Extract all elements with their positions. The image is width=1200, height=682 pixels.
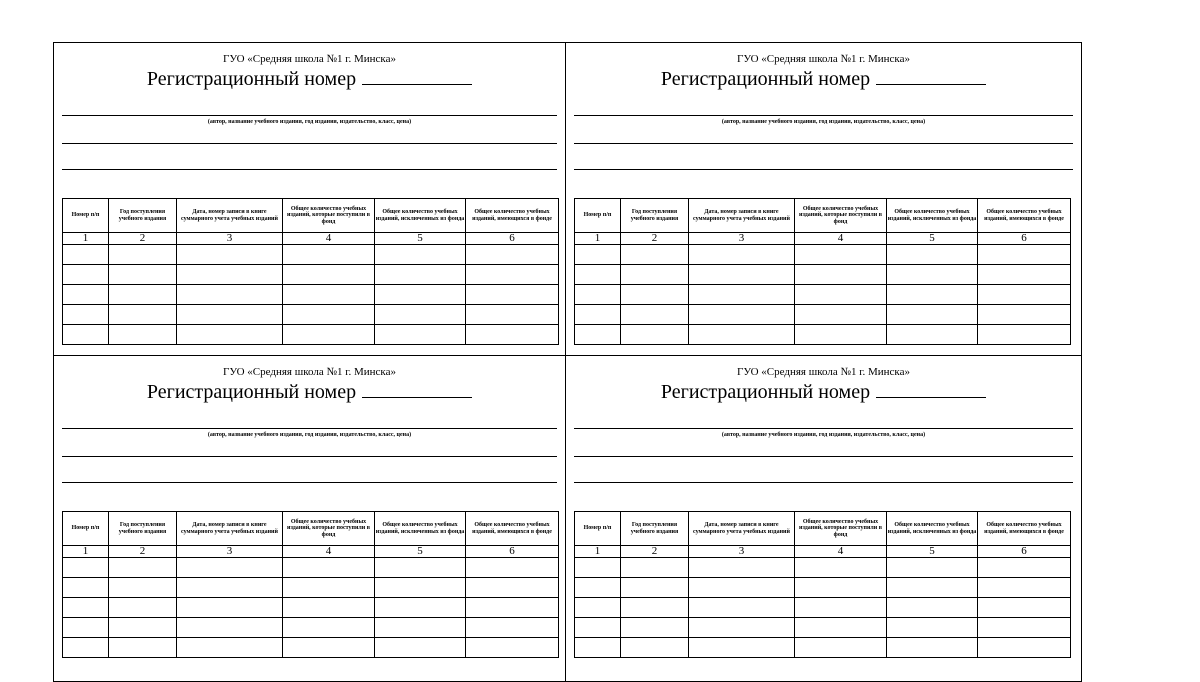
registration-card — [566, 43, 1081, 356]
registration-number-title: Регистрационный номер — [660, 381, 871, 403]
empty-cell — [978, 558, 1071, 578]
registration-card — [54, 43, 566, 356]
column-header: Общее количество учебных изданий, исключенных из фонда — [375, 512, 466, 546]
empty-cell — [283, 578, 375, 598]
empty-cell — [109, 265, 177, 285]
column-header: Год поступления учебного издания — [109, 199, 177, 233]
empty-cell — [621, 245, 689, 265]
school-name: ГУО «Средняя школа №1 г. Минска» — [223, 366, 396, 378]
empty-cell — [466, 265, 559, 285]
empty-cell — [283, 305, 375, 325]
empty-cell — [283, 245, 375, 265]
column-header: Общее количество учебных изданий, исключенных из фонда — [887, 512, 978, 546]
table-row — [63, 305, 559, 325]
empty-cell — [466, 578, 559, 598]
empty-cell — [795, 285, 887, 305]
empty-cell — [795, 245, 887, 265]
registration-number-title: Регистрационный номер — [146, 381, 357, 403]
school-name: ГУО «Средняя школа №1 г. Минска» — [737, 53, 910, 65]
registration-table — [574, 511, 1071, 658]
book-info-line — [62, 115, 557, 116]
book-info-line — [62, 482, 557, 483]
column-number: 3 — [689, 546, 795, 558]
registration-card — [54, 356, 566, 681]
column-number-row — [63, 233, 559, 245]
registration-number-blank — [876, 65, 986, 85]
column-header: Общее количество учебных изданий, исключенных из фонда — [887, 199, 978, 233]
table-row — [63, 325, 559, 345]
column-number: 5 — [375, 546, 466, 558]
empty-cell — [887, 265, 978, 285]
column-header: Год поступления учебного издания — [621, 199, 689, 233]
empty-cell — [887, 578, 978, 598]
empty-cell — [978, 598, 1071, 618]
book-info-line — [574, 456, 1073, 457]
registration-card — [566, 356, 1081, 681]
empty-cell — [689, 305, 795, 325]
column-header: Дата, номер записи в книге суммарного учета учебных изданий — [689, 512, 795, 546]
empty-cell — [887, 245, 978, 265]
empty-cell — [689, 638, 795, 658]
column-number: 6 — [978, 546, 1071, 558]
registration-number-line — [566, 378, 1081, 404]
registration-number-title: Регистрационный номер — [146, 68, 357, 90]
empty-cell — [466, 305, 559, 325]
table-row — [63, 638, 559, 658]
book-info-line — [574, 482, 1073, 483]
empty-cell — [109, 245, 177, 265]
empty-cell — [375, 245, 466, 265]
empty-cell — [109, 578, 177, 598]
column-header: Общее количество учебных изданий, которые поступили в фонд — [795, 199, 887, 233]
column-header: Год поступления учебного издания — [109, 512, 177, 546]
empty-cell — [621, 598, 689, 618]
empty-cell — [575, 598, 621, 618]
registration-table — [574, 198, 1071, 345]
book-info-caption: (автор, название учебного издания, год издания, издательство, класс, цена) — [207, 432, 412, 438]
empty-cell — [466, 598, 559, 618]
table-row — [63, 265, 559, 285]
column-header: Номер п/п — [63, 512, 109, 546]
empty-cell — [375, 598, 466, 618]
column-number: 3 — [177, 233, 283, 245]
table-row — [63, 598, 559, 618]
empty-cell — [177, 265, 283, 285]
empty-cell — [109, 325, 177, 345]
empty-cell — [689, 285, 795, 305]
column-header: Общее количество учебных изданий, которые поступили в фонд — [283, 199, 375, 233]
column-number: 2 — [621, 233, 689, 245]
empty-cell — [621, 265, 689, 285]
empty-cell — [575, 638, 621, 658]
empty-cell — [283, 285, 375, 305]
empty-cell — [177, 598, 283, 618]
table-header-row — [63, 199, 559, 233]
empty-cell — [466, 285, 559, 305]
empty-cell — [689, 265, 795, 285]
empty-cell — [63, 305, 109, 325]
table-row — [63, 578, 559, 598]
empty-cell — [63, 598, 109, 618]
empty-cell — [375, 618, 466, 638]
table-row — [575, 245, 1071, 265]
empty-cell — [109, 285, 177, 305]
empty-cell — [978, 265, 1071, 285]
empty-cell — [575, 618, 621, 638]
empty-cell — [575, 245, 621, 265]
column-header: Общее количество учебных изданий, имеющихся в фонде — [978, 199, 1071, 233]
empty-cell — [621, 305, 689, 325]
empty-cell — [109, 598, 177, 618]
empty-cell — [575, 265, 621, 285]
column-number: 4 — [795, 546, 887, 558]
column-number-row — [63, 546, 559, 558]
column-number: 5 — [887, 233, 978, 245]
empty-cell — [689, 558, 795, 578]
empty-cell — [978, 325, 1071, 345]
empty-cell — [177, 305, 283, 325]
empty-cell — [887, 305, 978, 325]
registration-table — [62, 198, 559, 345]
table-row — [63, 245, 559, 265]
column-header: Дата, номер записи в книге суммарного учета учебных изданий — [177, 199, 283, 233]
empty-cell — [621, 285, 689, 305]
empty-cell — [887, 285, 978, 305]
school-name: ГУО «Средняя школа №1 г. Минска» — [223, 53, 396, 65]
empty-cell — [575, 325, 621, 345]
empty-cell — [795, 558, 887, 578]
empty-cell — [466, 245, 559, 265]
empty-cell — [887, 558, 978, 578]
column-number: 4 — [283, 233, 375, 245]
column-number: 6 — [978, 233, 1071, 245]
empty-cell — [375, 325, 466, 345]
empty-cell — [63, 578, 109, 598]
column-number: 6 — [466, 546, 559, 558]
column-number: 5 — [375, 233, 466, 245]
empty-cell — [177, 325, 283, 345]
column-header: Общее количество учебных изданий, имеющихся в фонде — [978, 512, 1071, 546]
empty-cell — [466, 618, 559, 638]
empty-cell — [621, 618, 689, 638]
empty-cell — [887, 618, 978, 638]
empty-cell — [978, 578, 1071, 598]
registration-number-blank — [362, 65, 472, 85]
empty-cell — [978, 618, 1071, 638]
column-number: 3 — [177, 546, 283, 558]
table-row — [575, 305, 1071, 325]
empty-cell — [63, 638, 109, 658]
column-header: Номер п/п — [575, 199, 621, 233]
empty-cell — [689, 578, 795, 598]
empty-cell — [63, 325, 109, 345]
book-info-line — [574, 143, 1073, 144]
column-number: 5 — [887, 546, 978, 558]
empty-cell — [621, 558, 689, 578]
book-info-line — [574, 169, 1073, 170]
table-row — [575, 598, 1071, 618]
empty-cell — [109, 618, 177, 638]
empty-cell — [575, 305, 621, 325]
empty-cell — [177, 285, 283, 305]
empty-cell — [375, 558, 466, 578]
table-header-row — [575, 512, 1071, 546]
empty-cell — [177, 638, 283, 658]
empty-cell — [375, 638, 466, 658]
column-number: 1 — [575, 233, 621, 245]
registration-table — [62, 511, 559, 658]
column-header: Номер п/п — [575, 512, 621, 546]
empty-cell — [466, 638, 559, 658]
column-number: 1 — [63, 233, 109, 245]
empty-cell — [621, 325, 689, 345]
empty-cell — [689, 325, 795, 345]
column-number: 4 — [283, 546, 375, 558]
empty-cell — [689, 618, 795, 638]
empty-cell — [887, 598, 978, 618]
empty-cell — [63, 245, 109, 265]
column-header: Дата, номер записи в книге суммарного учета учебных изданий — [689, 199, 795, 233]
empty-cell — [283, 598, 375, 618]
empty-cell — [978, 285, 1071, 305]
column-number: 4 — [795, 233, 887, 245]
empty-cell — [177, 245, 283, 265]
column-header: Общее количество учебных изданий, имеющихся в фонде — [466, 512, 559, 546]
table-row — [575, 265, 1071, 285]
empty-cell — [795, 325, 887, 345]
empty-cell — [795, 598, 887, 618]
empty-cell — [887, 325, 978, 345]
empty-cell — [283, 558, 375, 578]
table-header-row — [575, 199, 1071, 233]
empty-cell — [575, 285, 621, 305]
empty-cell — [283, 325, 375, 345]
column-number: 3 — [689, 233, 795, 245]
book-info-caption: (автор, название учебного издания, год издания, издательство, класс, цена) — [721, 432, 926, 438]
empty-cell — [795, 305, 887, 325]
empty-cell — [621, 638, 689, 658]
column-number: 2 — [621, 546, 689, 558]
empty-cell — [978, 638, 1071, 658]
book-info-caption: (автор, название учебного издания, год издания, издательство, класс, цена) — [721, 119, 926, 125]
empty-cell — [63, 265, 109, 285]
registration-number-blank — [362, 378, 472, 398]
column-number-row — [575, 233, 1071, 245]
empty-cell — [177, 618, 283, 638]
registration-card-sheet — [53, 42, 1082, 682]
empty-cell — [689, 598, 795, 618]
registration-number-line — [54, 65, 565, 91]
table-row — [575, 578, 1071, 598]
column-number: 2 — [109, 546, 177, 558]
empty-cell — [375, 265, 466, 285]
table-row — [575, 638, 1071, 658]
empty-cell — [575, 558, 621, 578]
empty-cell — [795, 578, 887, 598]
book-info-line — [62, 428, 557, 429]
empty-cell — [795, 638, 887, 658]
column-header: Общее количество учебных изданий, которые поступили в фонд — [795, 512, 887, 546]
book-info-line — [62, 143, 557, 144]
empty-cell — [466, 558, 559, 578]
column-number: 6 — [466, 233, 559, 245]
empty-cell — [978, 245, 1071, 265]
empty-cell — [63, 558, 109, 578]
registration-number-line — [54, 378, 565, 404]
book-info-line — [574, 115, 1073, 116]
table-header-row — [63, 512, 559, 546]
empty-cell — [283, 265, 375, 285]
empty-cell — [689, 245, 795, 265]
empty-cell — [621, 578, 689, 598]
column-number-row — [575, 546, 1071, 558]
table-row — [63, 558, 559, 578]
table-row — [63, 618, 559, 638]
column-number: 2 — [109, 233, 177, 245]
empty-cell — [283, 638, 375, 658]
table-row — [575, 558, 1071, 578]
column-number: 1 — [575, 546, 621, 558]
empty-cell — [375, 305, 466, 325]
column-header: Дата, номер записи в книге суммарного учета учебных изданий — [177, 512, 283, 546]
book-info-line — [62, 169, 557, 170]
empty-cell — [978, 305, 1071, 325]
empty-cell — [887, 638, 978, 658]
book-info-line — [62, 456, 557, 457]
column-header: Общее количество учебных изданий, которые поступили в фонд — [283, 512, 375, 546]
empty-cell — [575, 578, 621, 598]
column-header: Общее количество учебных изданий, исключенных из фонда — [375, 199, 466, 233]
book-info-caption: (автор, название учебного издания, год издания, издательство, класс, цена) — [207, 119, 412, 125]
table-row — [575, 325, 1071, 345]
empty-cell — [63, 618, 109, 638]
column-header: Год поступления учебного издания — [621, 512, 689, 546]
column-number: 1 — [63, 546, 109, 558]
table-row — [63, 285, 559, 305]
empty-cell — [375, 578, 466, 598]
registration-number-title: Регистрационный номер — [660, 68, 871, 90]
registration-number-blank — [876, 378, 986, 398]
empty-cell — [466, 325, 559, 345]
registration-number-line — [566, 65, 1081, 91]
school-name: ГУО «Средняя школа №1 г. Минска» — [737, 366, 910, 378]
table-row — [575, 285, 1071, 305]
empty-cell — [177, 578, 283, 598]
book-info-line — [574, 428, 1073, 429]
table-row — [575, 618, 1071, 638]
empty-cell — [109, 638, 177, 658]
empty-cell — [795, 618, 887, 638]
empty-cell — [63, 285, 109, 305]
column-header: Общее количество учебных изданий, имеющихся в фонде — [466, 199, 559, 233]
empty-cell — [177, 558, 283, 578]
empty-cell — [795, 265, 887, 285]
empty-cell — [375, 285, 466, 305]
empty-cell — [109, 305, 177, 325]
column-header: Номер п/п — [63, 199, 109, 233]
empty-cell — [109, 558, 177, 578]
empty-cell — [283, 618, 375, 638]
